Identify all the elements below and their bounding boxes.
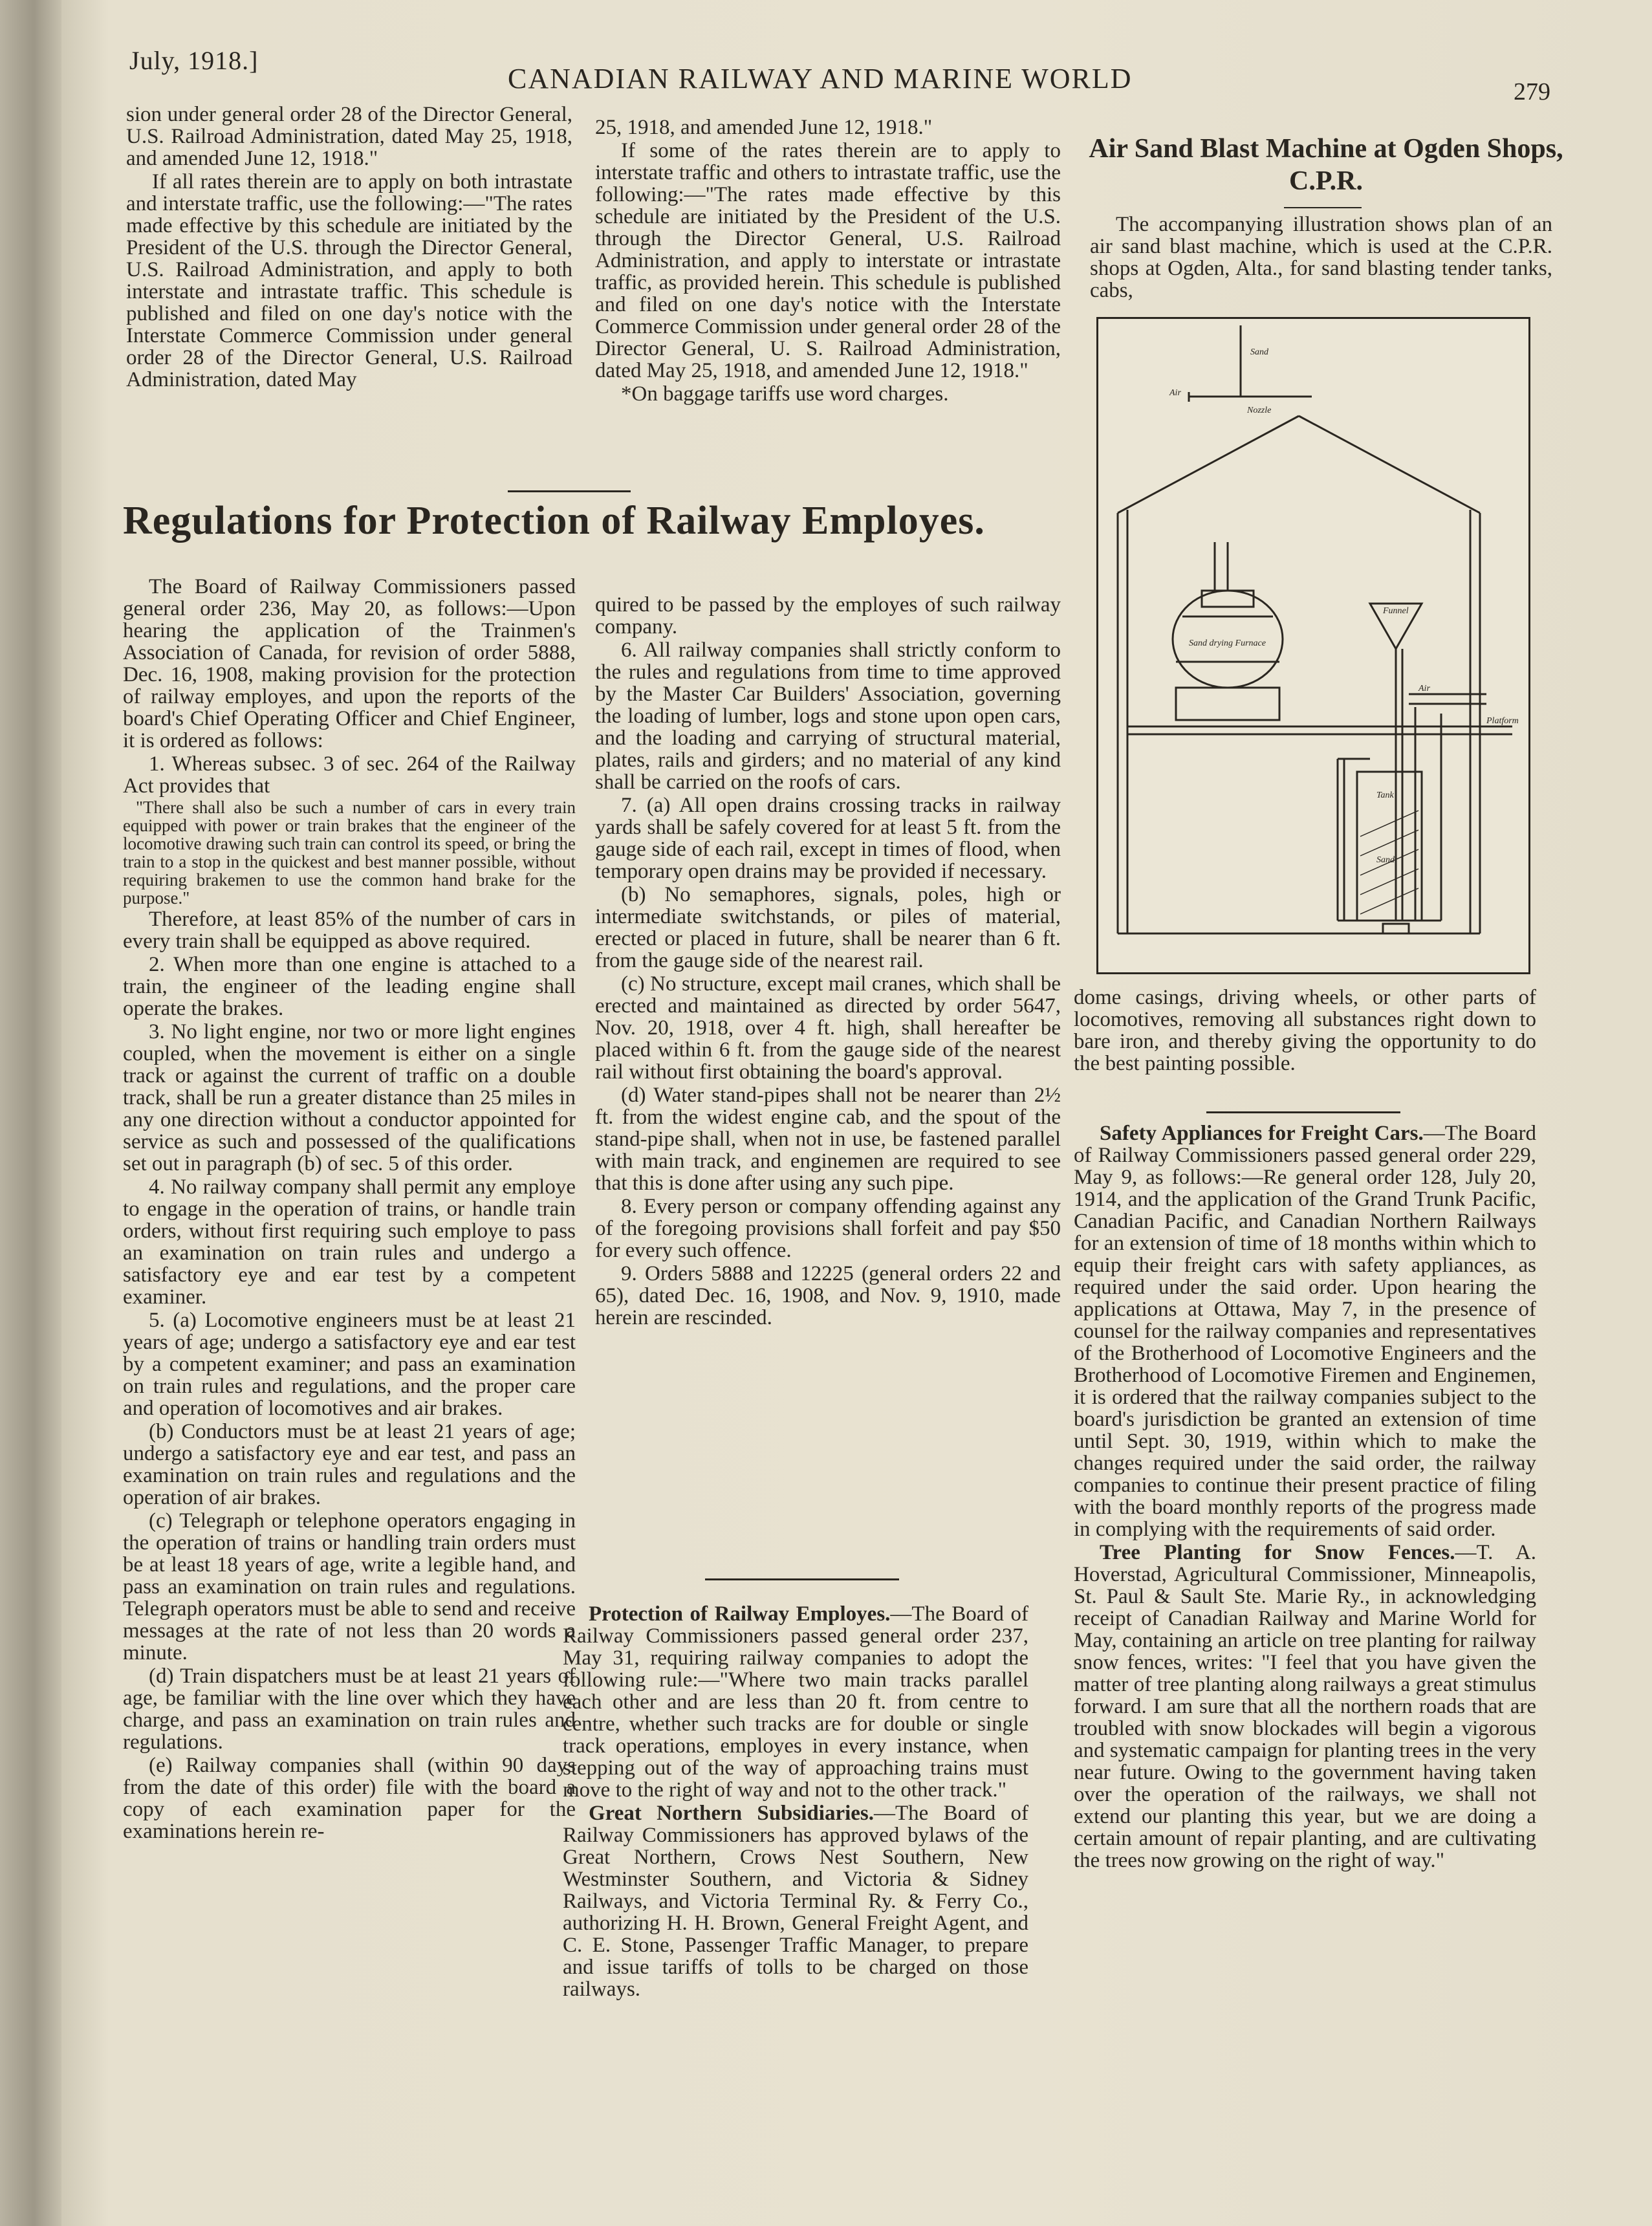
continuation-col1 [126, 104, 572, 392]
sand-blast-illustration [1096, 317, 1530, 974]
protection-note [563, 1603, 1028, 1801]
paragraph: 3. No light engine, nor two or more light engines coupled, when the movement is either on a single track or against the current of traffic on a double track, shall be run a greater distance than 25 miles in any one direction without a conductor appointed for service as such and possessed of the qualifications set out in paragraph (b) of sec. 5 of this order. [123, 1020, 576, 1175]
article-col2 [595, 594, 1061, 1330]
label-air2: Air [1418, 684, 1430, 693]
sand-blast-heading: Air Sand Blast Machine at Ogden Shops, C.P.R. [1089, 134, 1563, 196]
footnote: *On baggage tariffs use word charges. [621, 382, 949, 406]
label-air: Air [1169, 388, 1181, 398]
paragraph: (d) Train dispatchers must be at least 21 years of age, be familiar with the line over which they have charge, and pass an examination on train rules and regulations. [123, 1664, 576, 1754]
note-text: —The Board of Railway Commissioners passed general order 237, May 31, requiring railway companies to adopt the following rule:—"Where two main tracks parallel each other and are less than 20 ft. from centre to centre, whether such tracks are for double or single track operations, employes in every instance, when stepping out of the way of approaching trains must move to the right of way and not to the other track." [563, 1602, 1028, 1802]
paragraph: 5. (a) Locomotive engineers must be at least 21 years of age; undergo a satisfactory eye and ear test by a competent examiner; and pass an examination on train rules and regulations, and the proper care and operation of locomotives and air brakes. [123, 1309, 576, 1420]
paragraph: 25, 1918, and amended June 12, 1918." [595, 116, 933, 139]
note-text: —The Board of Railway Commissioners passed general order 229, May 9, as follows:—Re general order 128, July 20, 1914, and the application of the Grand Trunk Pacific, Canadian Pacific, and Canadian Northern Railways for an extension of time of 18 months within which to equip their freight cars with safety appliances, as required under the said order. Upon hearing the applications at Ottawa, May 7, in the presence of counsel for the railway companies and representatives of the Brotherhood of Locomotive Engineers and the Brotherhood of Locomotive Firemen and Enginemen, it is ordered that the railway companies subject to the board's jurisdiction be granted an extension of time until Sept. 30, 1919, within which to make the changes required under the said order, the railway companies to continue their present practice of filing with the board monthly reports of the progress made in complying with the requirements of said order. [1074, 1122, 1537, 1541]
note-text: —The Board of Railway Commissioners has approved bylaws of the Great Northern, Crows Nest Southern, New Westminster Southern, and Victoria & Sidney Railways, and Victoria Terminal Ry. & Ferry Co., authorizing H. H. Brown, General Freight Agent, and C. E. Stone, Passenger Traffic Manager, to prepare and issue tariffs of tolls to be charged on those railways. [563, 1802, 1028, 2001]
note-lead: Safety Appliances for Freight Cars. [1100, 1122, 1424, 1145]
paragraph: 1. Whereas subsec. 3 of sec. 264 of the Railway Act provides that [123, 752, 576, 798]
paragraph: If some of the rates therein are to apply to interstate traffic and others to intrastate traffic, use the following:—"The rates made effective by this schedule are initiated by the President of the U.S. through the Director General, U.S. Railroad Administration, and apply to interstate or intrastate traffic, as provided herein. This schedule is published and filed on one day's notice with the Interstate Commerce Commission under general order 28 of the Director General, U. S. Railroad Administration, dated May 25, 1918, and amended June 12, 1918." [595, 139, 1061, 382]
continuation-col2 [595, 116, 1061, 406]
safety-note [1074, 1122, 1536, 1540]
label-tank: Tank [1376, 791, 1394, 800]
sand-blast-continued [1074, 987, 1536, 1076]
sand-blast-intro [1090, 213, 1552, 303]
divider [508, 490, 631, 492]
paragraph: The Board of Railway Commissioners passed general order 236, May 20, as follows:—Upon hearing the application of the Trainmen's Association of Canada, for revision of order 5888, Dec. 16, 1908, making provision for the protection of railway employes, and upon the reports of the board's Chief Operating Officer and Chief Engineer, it is ordered as follows: [123, 575, 576, 752]
paragraph: If all rates therein are to apply on both intrastate and interstate traffic, use the following:—"The rates made effective by this schedule are initiated by the President of the U.S. through the Director General, U.S. Railroad Administration, and apply to both interstate and intrastate traffic. This schedule is published and filed on one day's notice with the Interstate Commerce Commission under general order 28 of the Director General, U.S. Railroad Administration, dated May [126, 170, 572, 391]
label-platform: Platform [1486, 716, 1519, 726]
article-heading: Regulations for Protection of Railway Employes. [123, 499, 985, 543]
label-nozzle: Nozzle [1247, 406, 1272, 415]
divider [1284, 207, 1362, 208]
paragraph: The accompanying illustration shows plan of an air sand blast machine, which is used at the C.P.R. shops at Ogden, Alta., for sand blasting tender tanks, cabs, [1090, 213, 1552, 302]
note-lead: Tree Planting for Snow Fences. [1100, 1541, 1455, 1564]
label-furnace: Sand drying Furnace [1189, 638, 1266, 648]
note-lead: Great Northern Subsidiaries. [589, 1802, 875, 1825]
notes-col3 [1074, 1122, 1536, 1873]
paragraph: 9. Orders 5888 and 12225 (general orders 22 and 65), dated Dec. 16, 1908, and Nov. 9, 1910, made herein are rescinded. [595, 1262, 1061, 1329]
label-sand2: Sand [1376, 855, 1395, 865]
paragraph: (b) No semaphores, signals, poles, high or intermediate switchstands, or piles of material, erected or placed in future, shall be nearer than 6 ft. from the gauge side of the nearest rail. [595, 883, 1061, 972]
journal-title: CANADIAN RAILWAY AND MARINE WORLD [508, 63, 1133, 94]
tree-note [1074, 1542, 1536, 1871]
divider [1206, 1111, 1400, 1113]
paragraph: quired to be passed by the employes of such railway company. [595, 593, 1061, 638]
notes-col2 [563, 1603, 1028, 2002]
issue-date: July, 1918.] [129, 46, 259, 75]
paragraph: sion under general order 28 of the Director General, U.S. Railroad Administration, dated May 25, 1918, and amended June 12, 1918." [126, 103, 572, 170]
paragraph: (c) Telegraph or telephone operators engaging in the operation of trains or handling train orders must be at least 18 years of age, write a legible hand, and pass an examination on train rules and regulations. Telegraph operators must be able to send and receive messages at the rate of not less than 20 words a minute. [123, 1509, 576, 1664]
paragraph: (d) Water stand-pipes shall not be nearer than 2½ ft. from the widest engine cab, and the spout of the stand-pipe shall, when not in use, be fastened parallel with main track, and enginemen are required to see that this is done after using any such pipe. [595, 1084, 1061, 1195]
label-funnel: Funnel [1383, 606, 1409, 616]
paragraph: 2. When more than one engine is attached to a train, the engineer of the leading engine shall operate the brakes. [123, 953, 576, 1020]
quotation: "There shall also be such a number of cars in every train equipped with power or train brakes that the engineer of the locomotive drawing such train can control its speed, or bring the train to a stop in the quickest and best manner possible, without requiring brakemen to use the common hand brake for the purpose." [123, 798, 576, 908]
paragraph: Therefore, at least 85% of the number of cars in every train shall be equipped as above required. [123, 908, 576, 953]
divider [705, 1578, 899, 1580]
paragraph: dome casings, driving wheels, or other parts of locomotives, removing all substances right down to bare iron, and thereby giving the opportunity to do the best painting possible. [1074, 986, 1536, 1075]
note-lead: Protection of Railway Employes. [589, 1602, 891, 1626]
sand-blast-diagram [1098, 319, 1528, 972]
paragraph: 7. (a) All open drains crossing tracks in railway yards shall be safely covered for at least 5 ft. from the gauge side of each rail, except in times of flood, when temporary open drains may be provided if necessary. [595, 794, 1061, 883]
paragraph: 4. No railway company shall permit any employe to engage in the operation of trains, or handle train orders, without first requiring such employe to pass an examination on train rules and undergo a satisfactory eye and ear test by a competent examiner. [123, 1175, 576, 1309]
paragraph: 8. Every person or company offending against any of the foregoing provisions shall forfeit and pay $50 for every such offence. [595, 1195, 1061, 1262]
article-col1 [123, 576, 576, 1844]
paragraph: (e) Railway companies shall (within 90 days from the date of this order) file with the board a copy of each examination paper for the examinations herein re- [123, 1754, 576, 1843]
label-sand: Sand [1250, 347, 1268, 357]
great-northern-note [563, 1802, 1028, 2000]
paragraph: (b) Conductors must be at least 21 years of age; undergo a satisfactory eye and ear test, and pass an examination on train rules and regulations and the operation of air brakes. [123, 1420, 576, 1509]
paragraph: (c) No structure, except mail cranes, which shall be erected and maintained as directed by order 5647, Nov. 20, 1918, over 4 ft. high, shall hereafter be placed within 6 ft. from the gauge side of the nearest rail without first obtaining the board's approval. [595, 972, 1061, 1084]
note-text: —T. A. Hoverstad, Agricultural Commissioner, Minneapolis, St. Paul & Sault Ste. Marie Ry., in acknowledging receipt of Canadian Railway and Marine World for May, containing an article on tree planting for railway snow fences, writes: "I feel that you have given the matter of tree planting along railways a great stimulus forward. I am sure that all the northern roads that are troubled with snow blockades will begin a vigorous and systematic campaign for planting trees in the very near future. Owing to the government having taken over the operation of the railways, we shall not extend our planting this year, but we are doing a certain amount of repair planting, and are cultivating the trees now growing on the right of way." [1074, 1541, 1536, 1872]
paragraph: 6. All railway companies shall strictly conform to the rules and regulations from time to time approved by the Master Car Builders' Association, governing the loading of lumber, logs and stone upon open cars, and the loading and carrying of structural material, plates, rails and girders; and no material of any kind shall be carried on the roofs of cars. [595, 638, 1061, 794]
page-number: 279 [1514, 78, 1550, 105]
book-spine [0, 0, 61, 2226]
